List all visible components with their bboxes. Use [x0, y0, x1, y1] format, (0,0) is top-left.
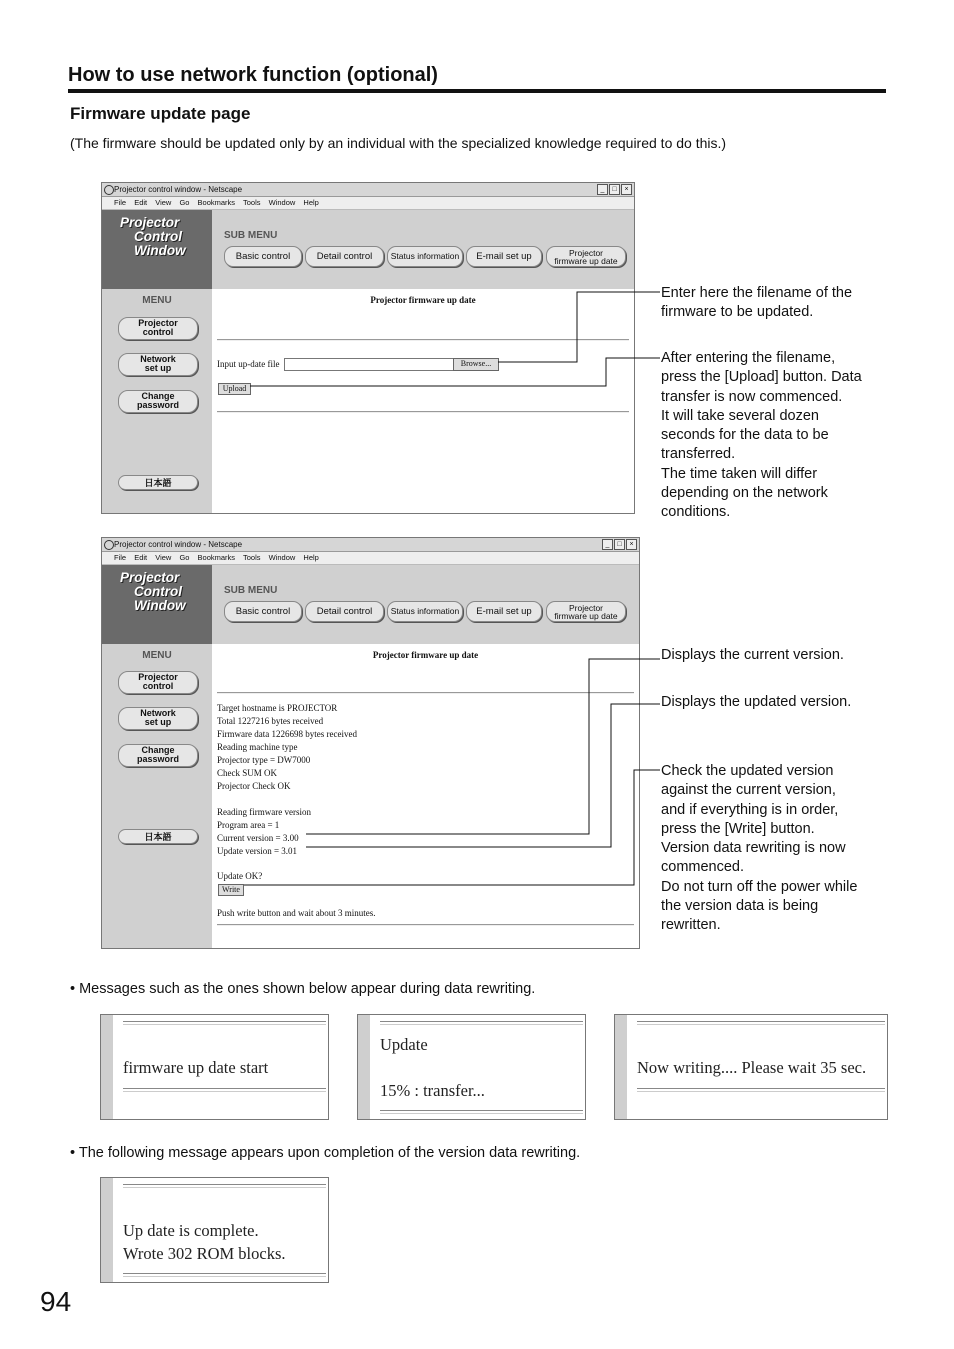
- annotation-updated-version: Displays the updated version.: [661, 694, 852, 710]
- network-setup-button[interactable]: Network set up: [118, 707, 198, 730]
- menu-label: MENU: [142, 650, 172, 661]
- annotation-write: Check the updated version against the current version, and if everything is in order, press the [Write] button. Version data rewriting is now commenced. Do not turn off the power while the version data is being rewritten.: [661, 763, 858, 934]
- firmware-update-button[interactable]: Projector firmware up date: [546, 601, 626, 622]
- close-button[interactable]: ×: [626, 539, 637, 550]
- status-line: Projector Check OK: [217, 781, 291, 791]
- update-confirm: Update OK?: [217, 871, 263, 881]
- close-button[interactable]: ×: [621, 184, 632, 195]
- page-heading: Projector firmware up date: [370, 295, 476, 305]
- minimize-button[interactable]: _: [597, 184, 608, 195]
- japanese-language-button[interactable]: 日本語: [118, 475, 198, 490]
- annotation-filename: Enter here the filename of the firmware to be updated.: [661, 285, 853, 321]
- bullet-completion-message: • The following message appears upon completion of the version data rewriting.: [70, 1145, 581, 1161]
- message-text: firmware up date start: [123, 1058, 269, 1077]
- status-line: Projector type = DW7000: [217, 755, 311, 765]
- menu-help[interactable]: Help: [303, 198, 319, 207]
- menu-bookmarks[interactable]: Bookmarks: [197, 198, 236, 207]
- menu-tools[interactable]: Tools: [243, 198, 261, 207]
- menu-window[interactable]: Window: [268, 553, 296, 562]
- menu-file[interactable]: File: [114, 198, 127, 207]
- firmware-update-button[interactable]: Projector firmware up date: [546, 246, 626, 267]
- email-setup-button[interactable]: E-mail set up: [466, 601, 542, 622]
- status-line: Check SUM OK: [217, 768, 277, 778]
- page-number: 94: [40, 1286, 72, 1317]
- version-line: Program area = 1: [217, 820, 280, 830]
- projector-control-button[interactable]: Projector control: [118, 671, 198, 694]
- menu-window[interactable]: Window: [268, 198, 296, 207]
- menu-tools[interactable]: Tools: [243, 553, 261, 562]
- status-line: Target hostname is PROJECTOR: [217, 703, 338, 713]
- projector-control-window-logo: Projector Control Window: [120, 570, 186, 613]
- push-write-message: Push write button and wait about 3 minutes.: [217, 908, 376, 918]
- warning-note: (The firmware should be updated only by an individual with the specialized knowledge required to do this.): [70, 135, 727, 151]
- projector-control-button[interactable]: Projector control: [118, 317, 198, 340]
- message-text: Wrote 302 ROM blocks.: [123, 1244, 286, 1263]
- status-line: Firmware data 1226698 bytes received: [217, 729, 357, 739]
- message-text: Up date is complete.: [123, 1221, 259, 1240]
- message-box-complete: [100, 1177, 329, 1283]
- submenu-label: SUB MENU: [224, 585, 278, 596]
- menu-help[interactable]: Help: [303, 553, 319, 562]
- menu-view[interactable]: View: [155, 553, 172, 562]
- page-heading: Projector firmware up date: [372, 650, 479, 660]
- annotation-upload: After entering the filename, press the [Upload] button. Data transfer is now commenced. It will take several dozen seconds for the data to be transferred. The time taken will differ depending on the network conditions.: [661, 350, 862, 521]
- change-password-button[interactable]: Change password: [118, 390, 198, 413]
- detail-control-button[interactable]: Detail control: [305, 601, 384, 622]
- message-box-start: [100, 1014, 329, 1120]
- menu-bookmarks[interactable]: Bookmarks: [197, 553, 236, 562]
- submenu-label: SUB MENU: [224, 230, 278, 241]
- window-title: Projector control window - Netscape: [114, 540, 243, 549]
- menu-file[interactable]: File: [114, 553, 127, 562]
- subsection-title: Firmware update page: [70, 104, 251, 123]
- menu-edit[interactable]: Edit: [134, 553, 148, 562]
- basic-control-button[interactable]: Basic control: [224, 601, 302, 622]
- basic-control-button[interactable]: Basic control: [224, 246, 302, 267]
- input-file-label: Input up-date file: [217, 359, 280, 369]
- network-setup-button[interactable]: Network set up: [118, 353, 198, 376]
- status-line: Reading machine type: [217, 742, 298, 752]
- status-information-button[interactable]: Status information: [387, 246, 463, 267]
- browse-button[interactable]: Browse...: [453, 358, 499, 371]
- maximize-button[interactable]: □: [614, 539, 625, 550]
- status-line: Total 1227216 bytes received: [217, 716, 324, 726]
- current-version: Current version = 3.00: [217, 833, 299, 843]
- update-version: Update version = 3.01: [217, 846, 298, 856]
- detail-control-button[interactable]: Detail control: [305, 246, 384, 267]
- minimize-button[interactable]: _: [602, 539, 613, 550]
- message-text: 15% : transfer...: [380, 1081, 485, 1100]
- change-password-button[interactable]: Change password: [118, 744, 198, 767]
- write-button[interactable]: Write: [218, 884, 244, 896]
- menu-go[interactable]: Go: [179, 553, 190, 562]
- menu-view[interactable]: View: [155, 198, 172, 207]
- window-title: Projector control window - Netscape: [114, 185, 243, 194]
- message-text: Update: [380, 1035, 428, 1054]
- menu-label: MENU: [142, 295, 172, 306]
- upload-button[interactable]: Upload: [218, 383, 251, 395]
- version-line: Reading firmware version: [217, 807, 311, 817]
- projector-control-window-logo: Projector Control Window: [120, 215, 186, 258]
- status-information-button[interactable]: Status information: [387, 601, 463, 622]
- section-title: How to use network function (optional): [68, 64, 438, 86]
- maximize-button[interactable]: □: [609, 184, 620, 195]
- message-box-transfer: [357, 1014, 586, 1120]
- menu-edit[interactable]: Edit: [134, 198, 148, 207]
- bullet-rewriting-messages: • Messages such as the ones shown below appear during data rewriting.: [70, 981, 536, 997]
- japanese-language-button[interactable]: 日本語: [118, 829, 198, 844]
- annotation-current-version: Displays the current version.: [661, 647, 844, 663]
- menu-go[interactable]: Go: [179, 198, 190, 207]
- message-text: Now writing.... Please wait 35 sec.: [637, 1058, 867, 1077]
- message-box-writing: [614, 1014, 888, 1120]
- email-setup-button[interactable]: E-mail set up: [466, 246, 542, 267]
